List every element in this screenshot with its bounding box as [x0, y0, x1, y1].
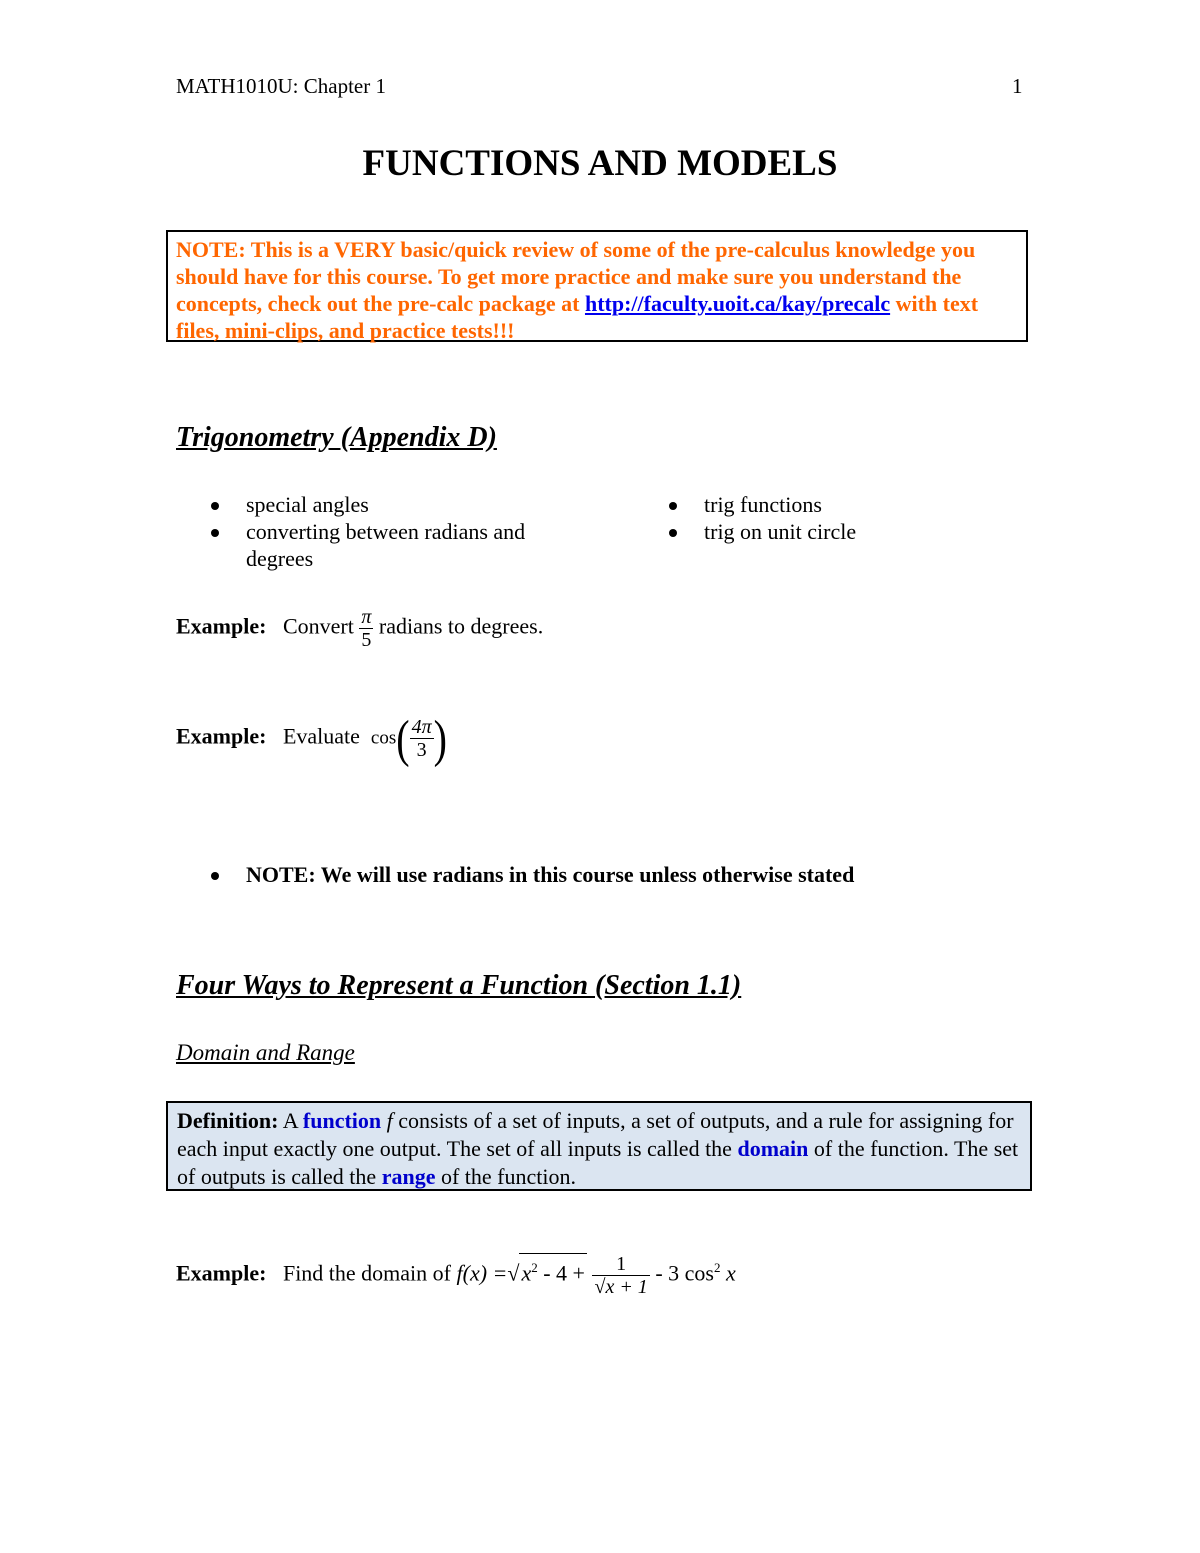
list-item-continuation: degrees	[246, 546, 314, 571]
note-tail: with text files, mini-clips, and practice tests!!!	[176, 291, 979, 343]
note-text: NOTE: This is a VERY basic/quick review of some of the pre-calculus knowledge you should have for this course. To get more practice and make sure you understand the concepts, check out the pre-calc package at	[176, 237, 976, 316]
page-number: 1	[1012, 74, 1023, 98]
precalc-link[interactable]: http://faculty.uoit.ca/kay/precalc	[584, 291, 891, 316]
keyword-range: range	[381, 1164, 436, 1189]
example-label: Example:	[176, 1260, 267, 1286]
example-label: Example:	[176, 723, 267, 749]
list-item: NOTE: We will use radians in this course unless otherwise stated	[176, 861, 1076, 888]
list-item: trig functions	[634, 491, 1034, 518]
bullet-icon	[211, 502, 219, 510]
trig-heading: Trigonometry (Appendix D)	[176, 422, 497, 453]
header-course: MATH1010U: Chapter 1	[176, 74, 386, 98]
keyword-function: function	[302, 1108, 382, 1133]
example-evaluate: Example: Evaluate cos( $\frac{4\pi}{3}$ )	[176, 708, 447, 768]
example-domain: Example: Find the domain of $f(x) =√x^2 - 4$ + $\frac{1}{√x + 1}$ - 3 $\cos^2 x$	[176, 1253, 736, 1298]
page-title: FUNCTIONS AND MODELS	[362, 143, 838, 184]
fraction: $\frac{1}{√x + 1}$	[594, 1253, 648, 1298]
fraction: $\frac{\pi}{5}$	[361, 606, 372, 651]
domain-range-subheading: Domain and Range	[176, 1040, 355, 1065]
note-box	[166, 230, 1028, 342]
bullet-icon	[211, 872, 219, 880]
list-item: converting between radians and	[176, 518, 596, 545]
example-convert: Example: Convert $\frac{\pi}{5}$ radians to degrees.	[176, 606, 544, 651]
keyword-domain: domain	[737, 1136, 809, 1161]
bullet-icon	[211, 529, 219, 537]
example-label: Example:	[176, 613, 267, 639]
trig-bullets-left	[176, 491, 596, 572]
list-item: trig on unit circle	[634, 518, 1034, 545]
radians-note	[176, 861, 1076, 888]
definition-box: Definition: A function f consists of a set of inputs, a set of outputs, and a rule for assigning for each input exactly one output. The set of all inputs is called the domain of the function. The set of outputs is called the range of the function.	[166, 1101, 1032, 1191]
bullet-icon	[669, 529, 677, 537]
functions-heading: Four Ways to Represent a Function (Section 1.1)	[176, 970, 742, 1001]
bullet-icon	[669, 502, 677, 510]
fraction: $\frac{4\pi}{3}$	[411, 716, 432, 761]
trig-bullets-right	[634, 491, 1034, 545]
list-item: special angles	[176, 491, 596, 518]
